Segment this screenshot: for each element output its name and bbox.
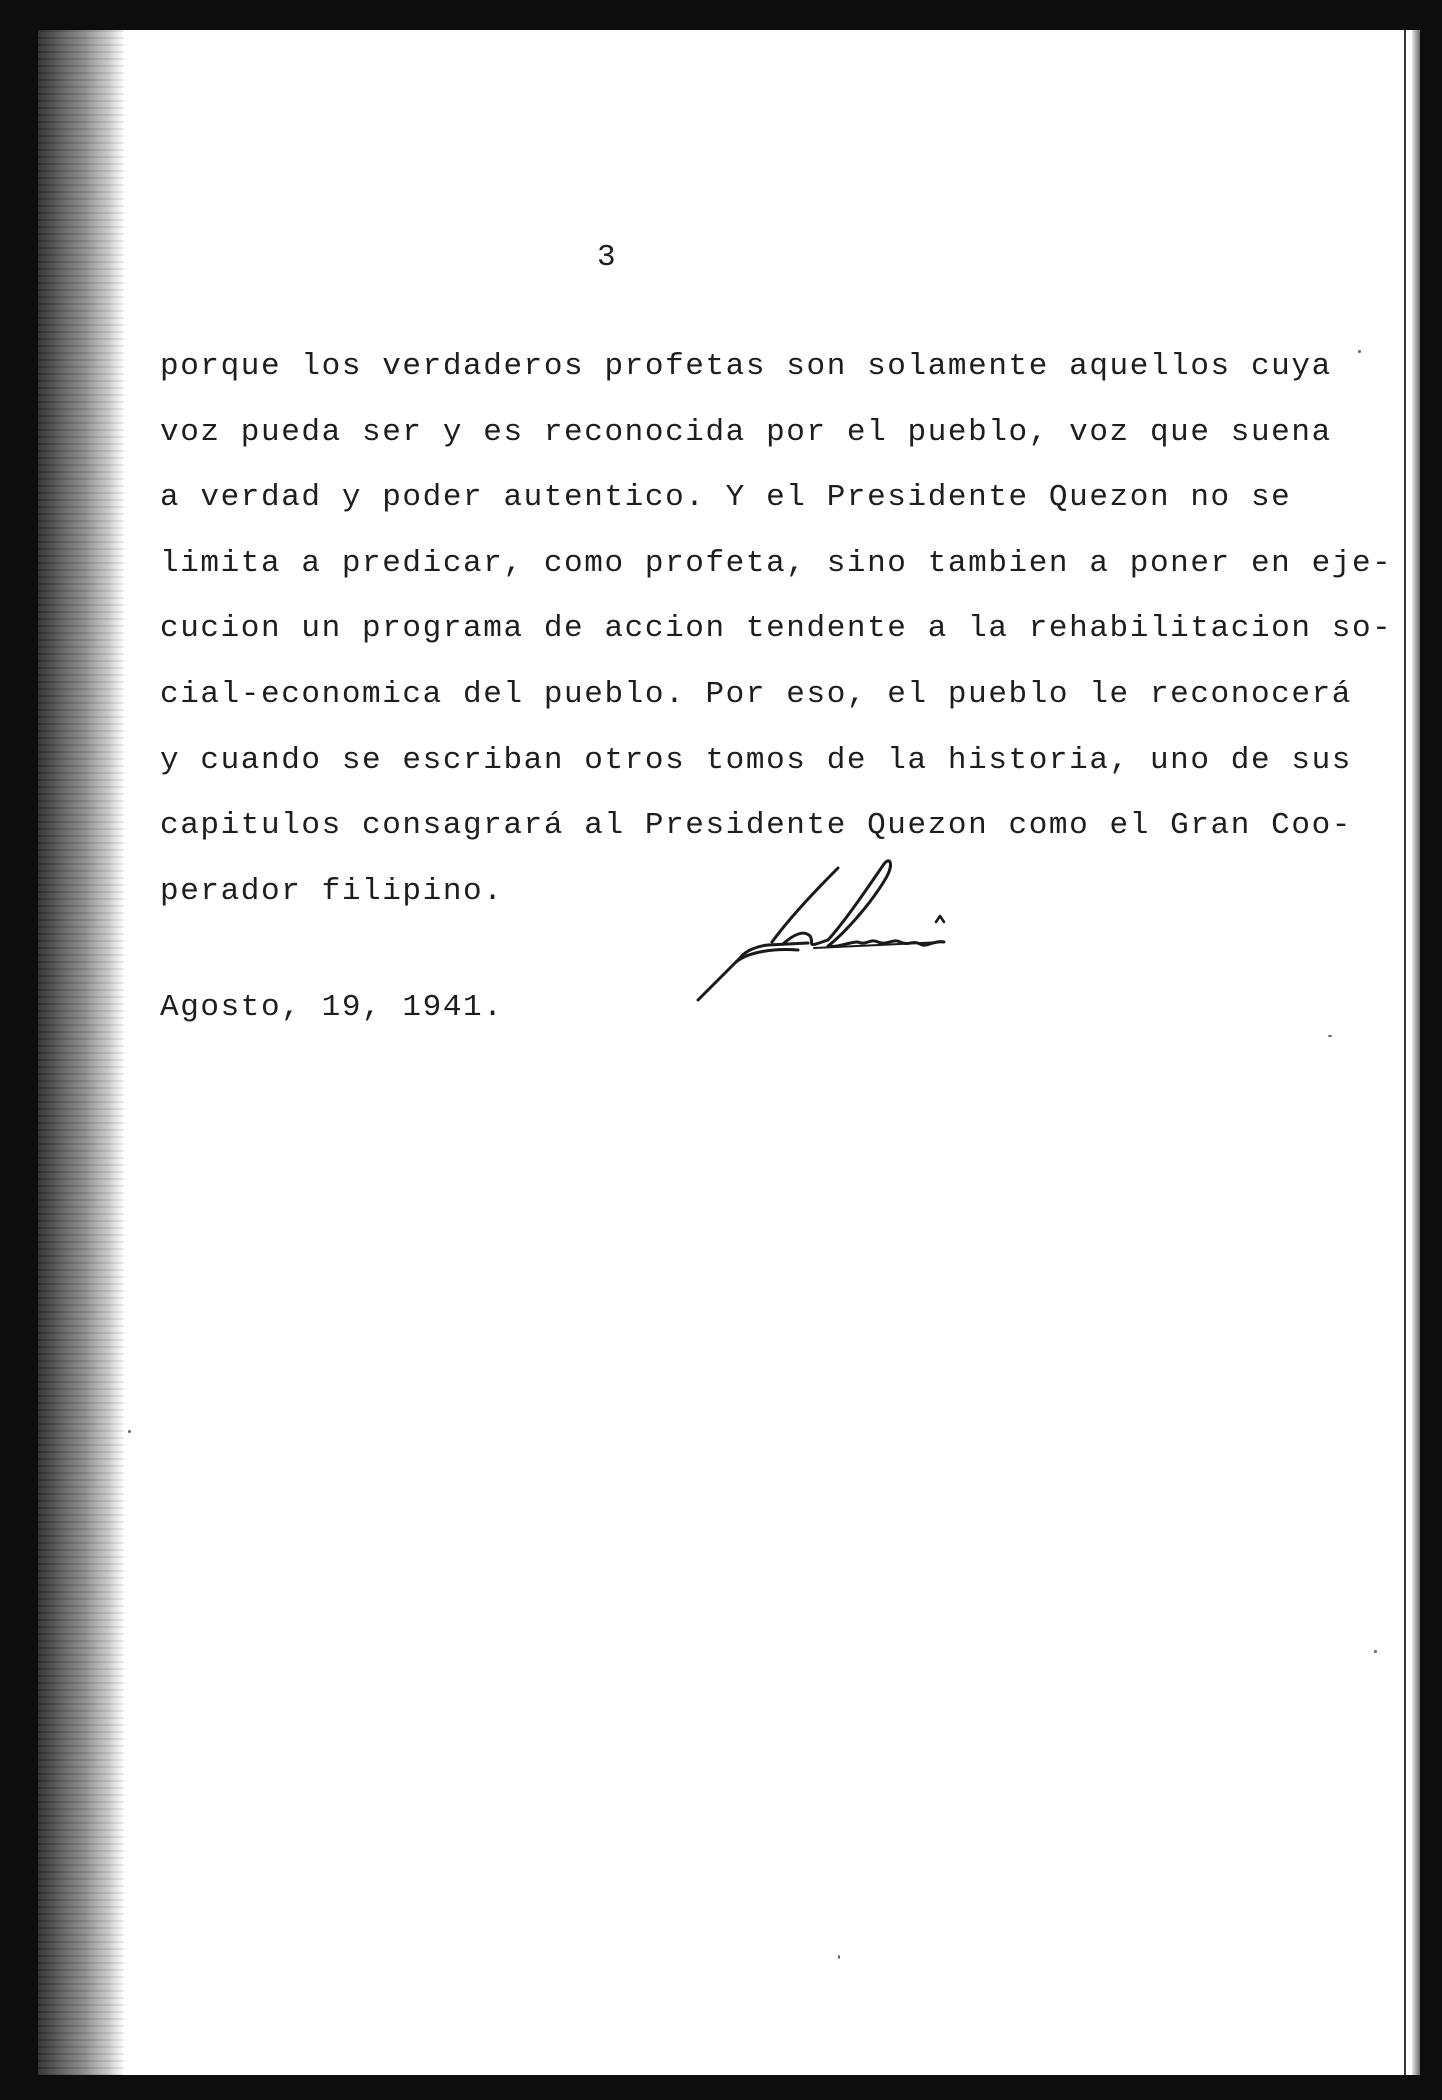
paper-speck <box>838 1955 840 1959</box>
text-line: porque los verdaderos profetas son solamente aquellos cuya <box>160 349 1332 384</box>
binding-texture <box>38 30 124 2075</box>
text-line: limita a predicar, como profeta, sino tambien a poner en eje- <box>160 545 1393 581</box>
text-line: cial-economica del pueblo. Por eso, el pueblo le reconocerá <box>160 676 1352 712</box>
text-line: voz pueda ser y es reconocida por el pueblo, voz que suena <box>160 414 1332 450</box>
handwritten-signature <box>688 850 1048 1020</box>
body-text <box>160 334 1420 924</box>
paper-speck <box>1358 350 1361 353</box>
page-number: 3 <box>597 240 618 275</box>
text-line: cucion un programa de accion tendente a la rehabilitacion so- <box>160 611 1393 647</box>
text-line: y cuando se escriban otros tomos de la historia, uno de sus <box>160 742 1352 778</box>
paper-speck <box>1328 1035 1332 1037</box>
paper-speck <box>128 1430 131 1433</box>
text-line: a verdad y poder autentico. Y el Presidente Quezon no se <box>160 480 1292 516</box>
document-page <box>38 30 1420 2075</box>
text-line: capitulos consagrará al Presidente Quezon como el Gran Coo- <box>160 808 1352 844</box>
text-line: perador filipino. <box>160 873 504 909</box>
date-line: Agosto, 19, 1941. <box>160 990 504 1025</box>
paper-speck <box>1374 1650 1377 1653</box>
